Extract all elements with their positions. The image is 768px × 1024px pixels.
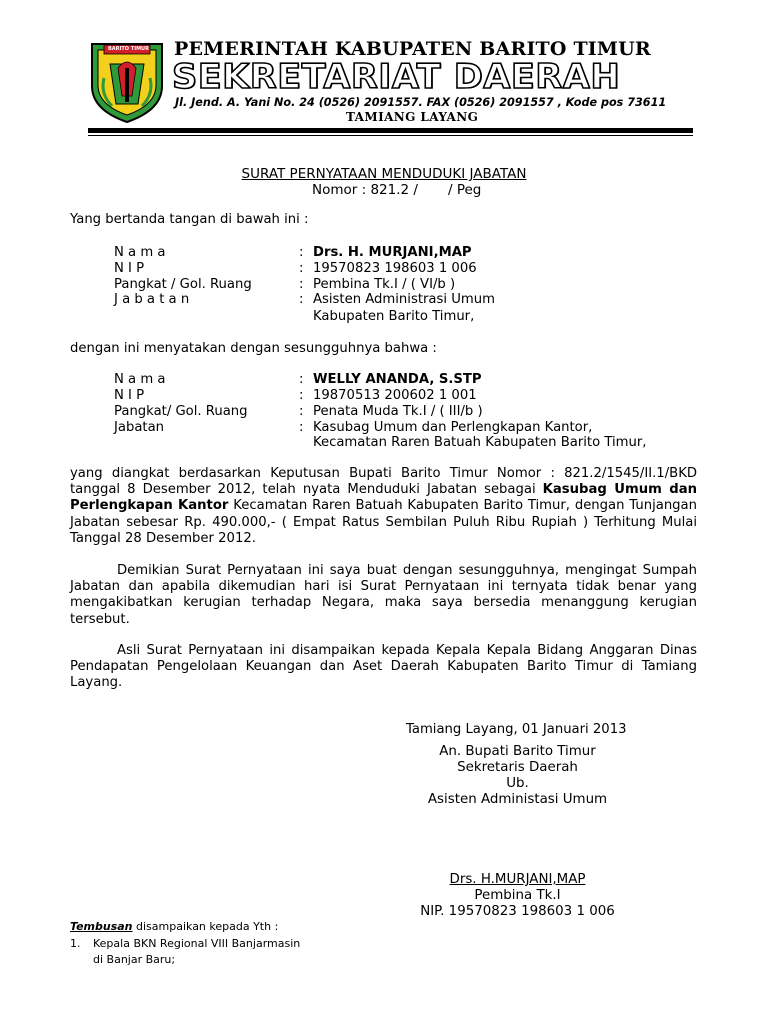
field-colon: : <box>299 404 304 419</box>
office-name: SEKRETARIAT DAERAH <box>172 58 621 97</box>
field-label: N I P <box>114 261 145 276</box>
subject-nip: 19870513 200602 1 001 <box>313 388 477 403</box>
government-name: PEMERINTAH KABUPATEN BARITO TIMUR <box>174 38 651 60</box>
signature-line-3: Ub. <box>506 776 529 791</box>
subject-position-line2: Kecamatan Raren Batuah Kabupaten Barito Timur, <box>313 435 647 450</box>
body-1-text-a: yang diangkat berdasarkan Keputusan Bupati Barito Timur Nomor : 821.2/1545/II.1/BKD tanggal 8 Desember 2012, telah nyata Menduduki Jabatan sebagai <box>70 466 697 498</box>
body-1-text-b: Kecamatan Raren Batuah Kabupaten Barito Timur, dengan Tunjangan Jabatan sebesar Rp. 490.000,- ( Empat Ratus Sembilan Puluh Ribu Rupiah ) Terhitung Mulai Tanggal 28 Desember 2012. <box>70 498 697 546</box>
logo-caption: BARITO TIMUR <box>108 46 149 52</box>
document-number: Nomor : 821.2 / / Peg <box>312 182 482 198</box>
field-label: N a m a <box>114 245 166 260</box>
signer-position: Asisten Administrasi Umum <box>313 292 495 307</box>
letterhead-rule-thick <box>88 128 693 133</box>
body-1-position: Kasubag Umum dan Perlengkapan Kantor <box>70 482 697 514</box>
cc-item-line-1: Kepala BKN Regional VIII Banjarmasin <box>93 937 301 950</box>
declaration-line: dengan ini menyatakan dengan sesungguhnya bahwa : <box>70 341 437 356</box>
subject-rank: Penata Muda Tk.I / ( III/b ) <box>313 404 483 419</box>
signature-line-2: Sekretaris Daerah <box>457 760 578 775</box>
cc-item-number: 1. <box>70 937 81 950</box>
field-colon: : <box>299 388 304 403</box>
signatory-rank: Pembina Tk.I <box>474 888 561 903</box>
signatory-nip: NIP. 19570823 198603 1 006 <box>420 904 615 919</box>
signer-nip: 19570823 198603 1 006 <box>313 261 477 276</box>
field-label: Pangkat / Gol. Ruang <box>114 277 252 292</box>
letterhead-rule-thin <box>88 135 693 136</box>
body-paragraph-1 <box>70 466 697 547</box>
body-paragraph-3: Asli Surat Pernyataan ini disampaikan kepada Kepala Kepala Bidang Anggaran Dinas Pendapatan Pengelolaan Keuangan dan Aset Daerah Kabupaten Barito Timur di Tamiang Layang. <box>70 643 697 691</box>
cc-heading <box>70 920 278 933</box>
field-label: Jabatan <box>114 420 165 435</box>
signer-position-line2: Kabupaten Barito Timur, <box>313 309 475 324</box>
cc-item-line-2: di Banjar Baru; <box>93 953 176 966</box>
field-colon: : <box>299 292 304 307</box>
opening-line: Yang bertanda tangan di bawah ini : <box>70 212 309 227</box>
field-colon: : <box>299 245 304 260</box>
signer-name: Drs. H. MURJANI,MAP <box>313 245 472 260</box>
field-colon: : <box>299 420 304 435</box>
field-colon: : <box>299 261 304 276</box>
office-city: TAMIANG LAYANG <box>346 110 479 124</box>
field-label: J a b a t a n <box>114 292 190 307</box>
signature-line-1: An. Bupati Barito Timur <box>439 744 596 759</box>
body-paragraph-2: Demikian Surat Pernyataan ini saya buat dengan sesungguhnya, mengingat Sumpah Jabatan dan apabila dikemudian hari isi Surat Pernyataan ini ternyata tidak benar yang mengakibatkan kerugian terhadap Negara, maka saya bersedia menanggung kerugian tersebut. <box>70 563 697 627</box>
cc-item <box>70 937 301 950</box>
field-colon: : <box>299 372 304 387</box>
signatory-name: Drs. H.MURJANI,MAP <box>449 872 586 887</box>
field-label: N I P <box>114 388 145 403</box>
field-colon: : <box>299 277 304 292</box>
place-date: Tamiang Layang, 01 Januari 2013 <box>406 722 627 737</box>
cc-heading-rest: disampaikan kepada Yth : <box>132 920 279 933</box>
signer-rank: Pembina Tk.I / ( VI/b ) <box>313 277 456 292</box>
cc-heading-bold: Tembusan <box>70 920 133 933</box>
field-label: Pangkat/ Gol. Ruang <box>114 404 248 419</box>
field-label: N a m a <box>114 372 166 387</box>
document-title: SURAT PERNYATAAN MENDUDUKI JABATAN <box>241 166 527 182</box>
regency-logo <box>88 38 166 124</box>
subject-name: WELLY ANANDA, S.STP <box>313 372 482 387</box>
subject-position: Kasubag Umum dan Perlengkapan Kantor, <box>313 420 593 435</box>
office-address: Jl. Jend. A. Yani No. 24 (0526) 2091557. FAX (0526) 2091557 , Kode pos 73611 <box>175 96 667 109</box>
signature-line-4: Asisten Administasi Umum <box>427 792 608 807</box>
